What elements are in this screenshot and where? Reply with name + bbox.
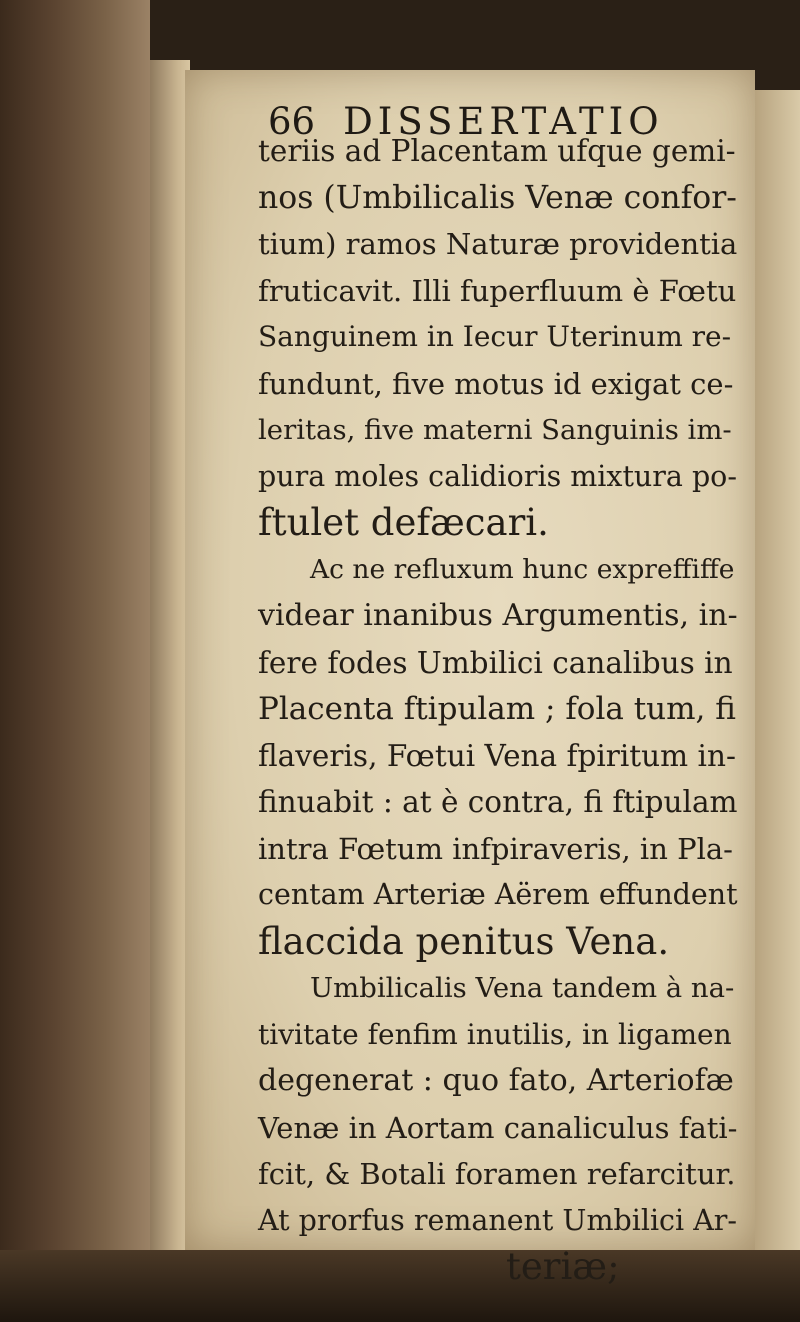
- text-line: finuabit : at è contra, fi ftipulam: [258, 785, 738, 819]
- text-line: ftulet defæcari.: [258, 501, 549, 544]
- text-line: fundunt, five motus id exigat ce-: [258, 366, 734, 401]
- text-line: At prorfus remanent Umbilici Ar-: [258, 1203, 738, 1237]
- text-line: leritas, five materni Sanguinis im-: [258, 414, 732, 446]
- body-text: [258, 128, 738, 1291]
- catchword: teriæ;: [506, 1245, 620, 1288]
- text-line: Sanguinem in Iecur Uterinum re-: [258, 320, 732, 353]
- text-line: videar inanibus Argumentis, in-: [258, 598, 738, 633]
- text-line: tium) ramos Naturæ providentia: [258, 227, 738, 261]
- text-line: pura moles calidioris mixtura po-: [258, 459, 737, 493]
- text-line: Placenta ftipulam ; fola tum, fi: [258, 691, 736, 727]
- text-line: fruticavit. Illi fuperfluum è Fœtu: [258, 273, 737, 308]
- text-line: flaccida penitus Vena.: [258, 919, 670, 963]
- book-binding: [0, 0, 150, 1322]
- text-line: fcit, & Botali foramen refarcitur.: [258, 1157, 736, 1191]
- adjacent-page-edge: [755, 90, 800, 1250]
- text-line: degenerat : quo fato, Arteriofæ: [258, 1063, 734, 1098]
- text-line: fere fodes Umbilici canalibus in: [258, 645, 733, 680]
- page-number: 66: [268, 100, 316, 143]
- text-line: intra Fœtum infpiraveris, in Pla-: [258, 831, 733, 866]
- text-line: teriis ad Placentam ufque gemi-: [258, 134, 736, 168]
- running-title: DISSERTATIO: [343, 100, 664, 143]
- text-line: flaveris, Fœtui Vena fpiritum in-: [258, 738, 736, 773]
- paragraph-start-line: Umbilicalis Vena tandem à na-: [310, 972, 735, 1004]
- paragraph-start-line: Ac ne refluxum hunc expreffiffe: [310, 553, 735, 585]
- text-line: nos (Umbilicalis Venæ confor-: [258, 179, 737, 216]
- page-gutter: [150, 60, 190, 1250]
- text-line: tivitate fenfim inutilis, in ligamen: [258, 1017, 732, 1051]
- text-line: Venæ in Aortam canaliculus fati-: [258, 1110, 738, 1145]
- text-line: centam Arteriæ Aërem effundent: [258, 878, 738, 911]
